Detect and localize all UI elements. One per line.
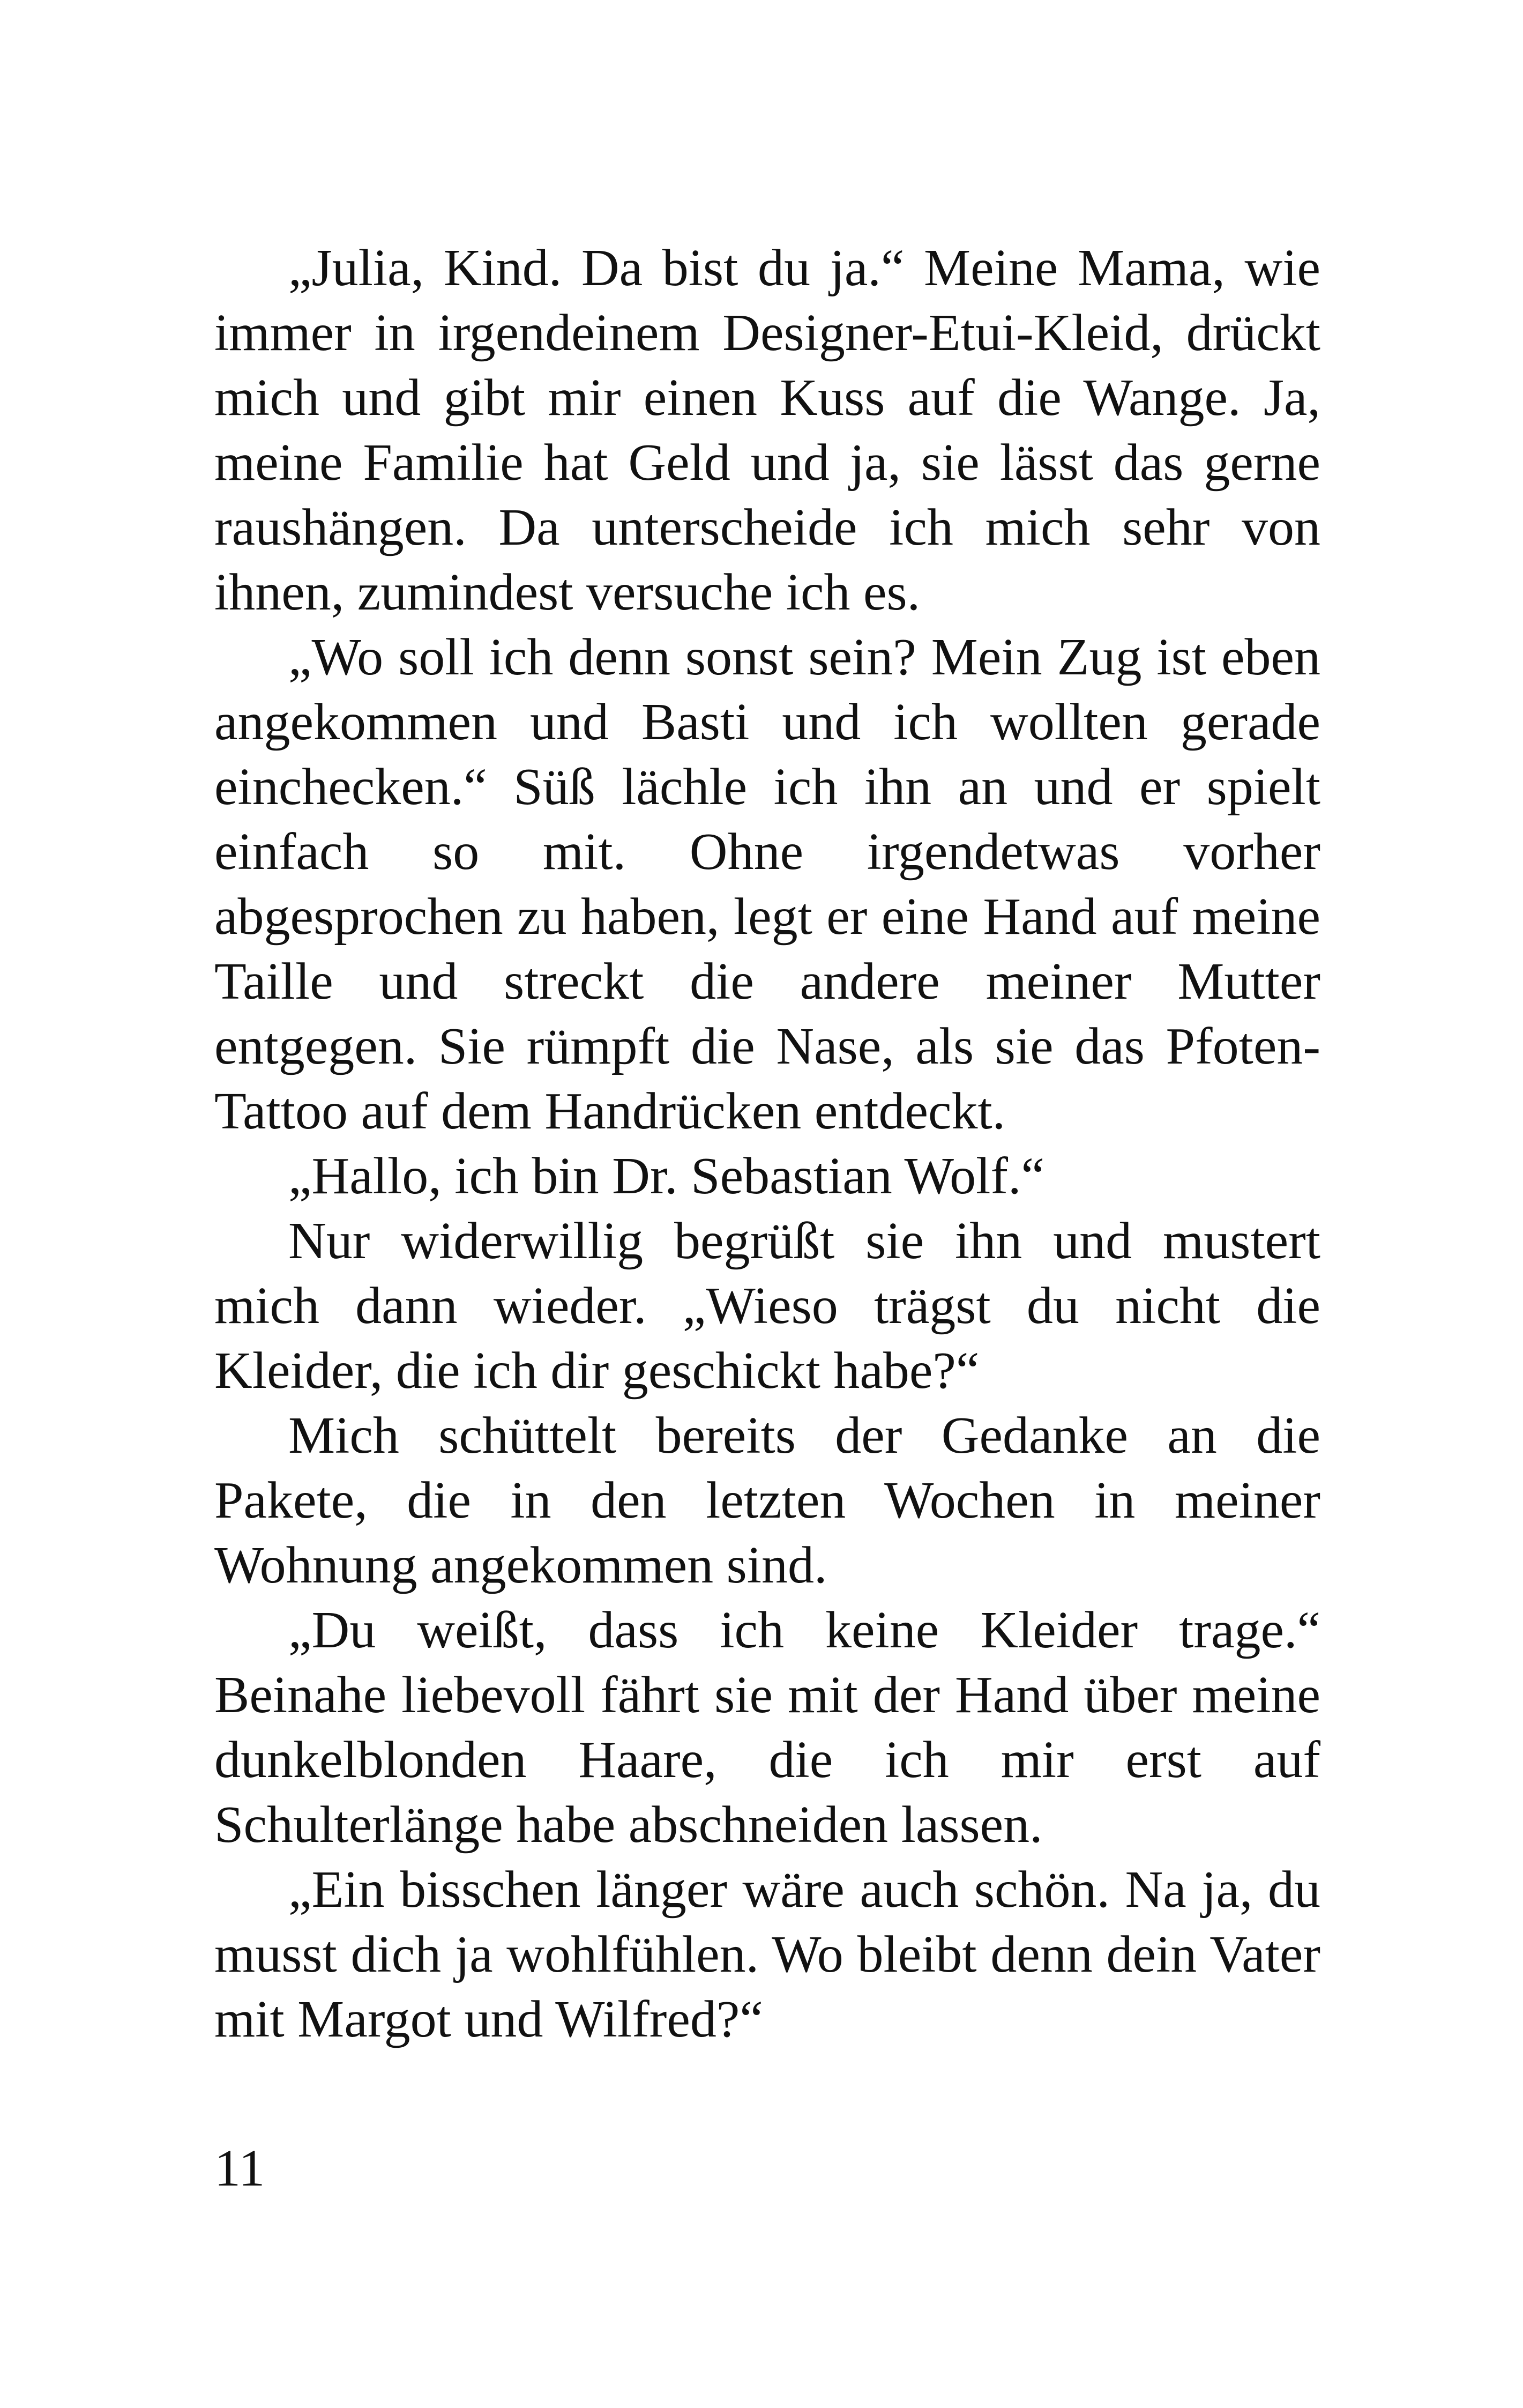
page-body [214, 236, 1320, 2052]
paragraph-5: Mich schüttelt bereits der Gedanke an die Pakete, die in den letzten Wochen in meiner Wohnung angekommen sind. [214, 1407, 1320, 1594]
paragraph-2: „Wo soll ich denn sonst sein? Mein Zug ist eben angekommen und Basti und ich wollten gerade einchecken.“ Süß lächle ich ihn an und er spielt einfach so mit. Ohne irgendetwas vorher abgesprochen zu haben, legt er eine Hand auf meine Taille und streckt die andere meiner Mutter entgegen. Sie rümpft die Nase, als sie das Pfoten-Tattoo auf dem Handrücken entdeckt. [214, 628, 1320, 1140]
paragraph-3: „Hallo, ich bin Dr. Sebastian Wolf.“ [288, 1147, 1044, 1205]
paragraph-1: „Julia, Kind. Da bist du ja.“ Meine Mama, wie immer in irgendeinem Designer-Etui-Kleid, drückt mich und gibt mir einen Kuss auf die Wange. Ja, meine Familie hat Geld und ja, sie lässt das gerne raushängen. Da unterscheide ich mich sehr von ihnen, zumindest versuche ich es. [214, 239, 1320, 621]
paragraph-4: Nur widerwillig begrüßt sie ihn und mustert mich dann wieder. „Wieso trägst du nicht die Kleider, die ich dir geschickt habe?“ [214, 1212, 1320, 1400]
page-number: 11 [214, 2139, 265, 2197]
paragraph-6: „Du weißt, dass ich keine Kleider trage.“ Beinahe liebevoll fährt sie mit der Hand über meine dunkelblonden Haare, die ich mir erst auf Schulterlänge habe abschneiden lassen. [214, 1601, 1320, 1854]
paragraph-7: „Ein bisschen länger wäre auch schön. Na ja, du musst dich ja wohlfühlen. Wo bleibt denn dein Vater mit Margot und Wilfred?“ [214, 1861, 1320, 2048]
